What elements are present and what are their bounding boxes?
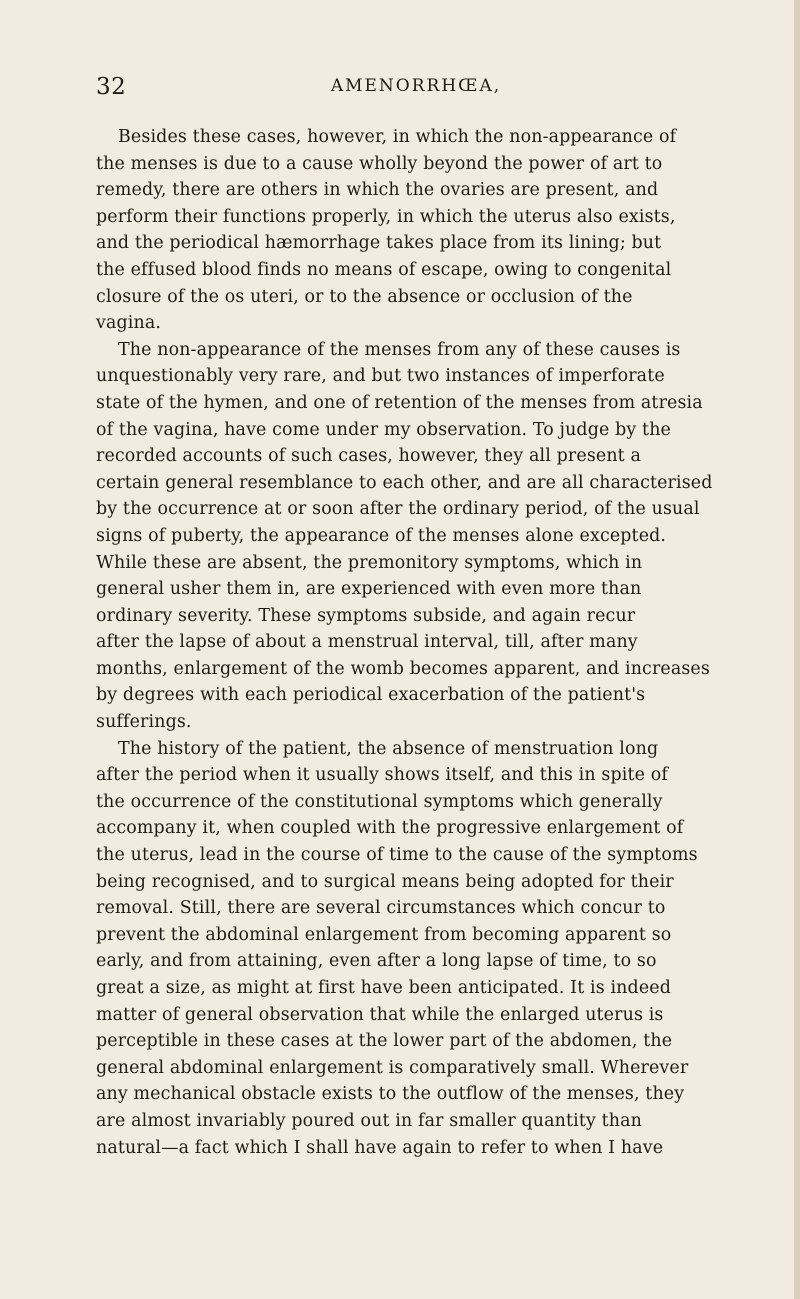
text-line: natural—a fact which I shall have again to refer to when I have (96, 1137, 664, 1158)
text-line: great a size, as might at first have been anticipated. It is indeed (96, 978, 671, 998)
running-head: AMENORRHŒA, (330, 76, 502, 96)
text-line: by degrees with each periodical exacerbation of the patient's (96, 685, 646, 706)
text-line: Besides these cases, however, in which the non-appearance of (118, 127, 677, 147)
text-line: and the periodical hæmorrhage takes place from its lining; but (96, 233, 662, 254)
text-line: matter of general observation that while the enlarged uterus is (96, 1004, 664, 1025)
text-line: general abdominal enlargement is comparatively small. Wherever (96, 1057, 689, 1078)
text-line: after the period when it usually shows itself, and this in spite of (96, 765, 668, 786)
text-line: The non-appearance of the menses from any of these causes is (118, 339, 681, 360)
text-line: the menses is due to a cause wholly beyond the power of art to (96, 153, 663, 174)
text-line: unquestionably very rare, and but two instances of imperforate (96, 366, 665, 387)
text-line: vagina. (96, 313, 162, 334)
page-number: 32 (96, 74, 127, 100)
page-header (96, 74, 736, 102)
text-line: are almost invariably poured out in far smaller quantity than (96, 1110, 643, 1131)
text-line: perceptible in these cases at the lower part of the abdomen, the (96, 1031, 673, 1052)
text-line: closure of the os uteri, or to the absence or occlusion of the (96, 286, 633, 307)
text-line: state of the hymen, and one of retention of the menses from atresia (96, 392, 703, 413)
text-line: ordinary severity. These symptoms subside, and again recur (96, 605, 636, 626)
text-line: general usher them in, are experienced with even more than (96, 579, 642, 600)
text-line: prevent the abdominal enlargement from becoming apparent so (96, 924, 672, 945)
text-line: the occurrence of the constitutional symptoms which generally (96, 791, 663, 812)
text-line: remedy, there are others in which the ovaries are present, and (96, 180, 659, 201)
text-line: recorded accounts of such cases, however, they all present a (96, 446, 642, 467)
text-line: after the lapse of about a menstrual interval, till, after many (96, 632, 638, 653)
text-line: by the occurrence at or soon after the ordinary period, of the usual (96, 499, 700, 520)
text-line: the effused blood finds no means of escape, owing to congenital (96, 259, 672, 280)
text-line: any mechanical obstacle exists to the outflow of the menses, they (96, 1084, 685, 1105)
text-line: sufferings. (96, 712, 192, 733)
text-line: The history of the patient, the absence of menstruation long (118, 738, 659, 759)
text-line: perform their functions properly, in which the uterus also exists, (96, 206, 676, 227)
text-line: early, and from attaining, even after a long lapse of time, to so (96, 951, 657, 972)
text-line: certain general resemblance to each other, and are all characterised (96, 472, 713, 493)
text-line: being recognised, and to surgical means being adopted for their (96, 871, 674, 892)
text-line: months, enlargement of the womb becomes apparent, and increases (96, 658, 710, 679)
text-line: While these are absent, the premonitory symptoms, which in (96, 552, 643, 573)
text-line: of the vagina, have come under my observation. To judge by the (96, 419, 671, 440)
text-line: removal. Still, there are several circumstances which concur to (96, 898, 666, 919)
body-text (96, 124, 796, 1161)
text-line: signs of puberty, the appearance of the menses alone excepted. (96, 525, 667, 546)
text-line: accompany it, when coupled with the progressive enlargement of (96, 818, 684, 839)
text-line: the uterus, lead in the course of time to the cause of the symptoms (96, 845, 698, 866)
